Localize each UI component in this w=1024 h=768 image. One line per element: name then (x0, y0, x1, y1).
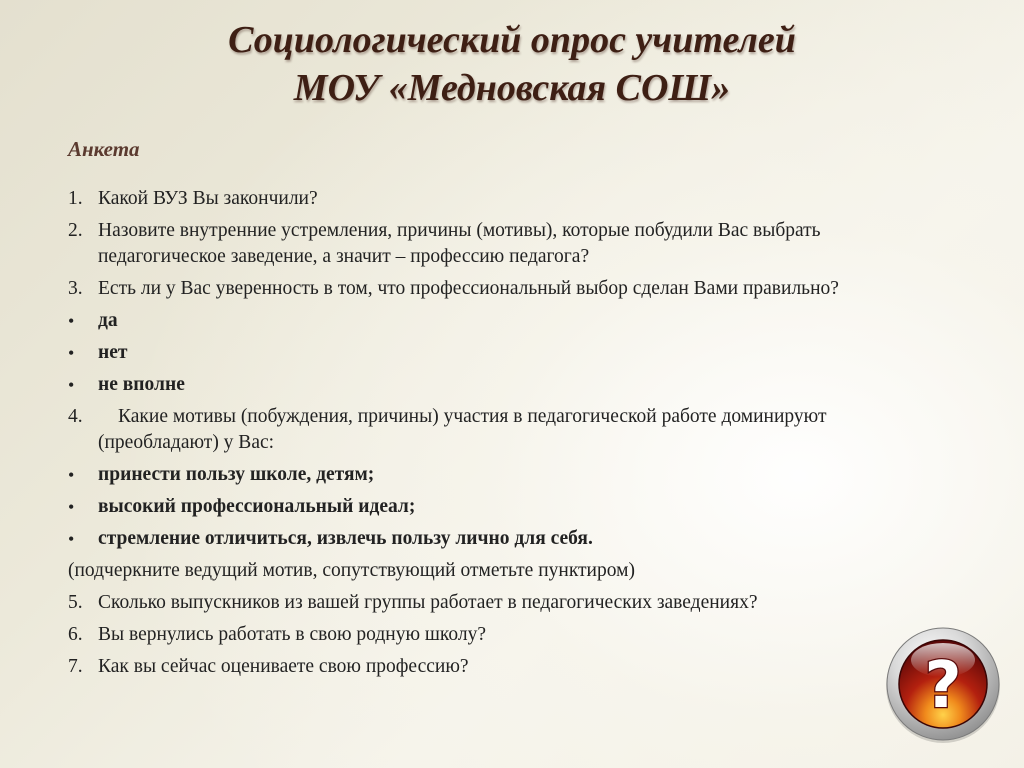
question-text: Какие мотивы (побуждения, причины) участия в педагогической работе доминируют (преобладают) у Вас: (98, 406, 827, 453)
item-number: 5. (68, 592, 83, 613)
bullet-marker: • (68, 529, 75, 549)
bullet-marker: • (68, 311, 75, 331)
question-item (68, 276, 948, 302)
item-number: 6. (68, 624, 83, 645)
question-text: Есть ли у Вас уверенность в том, что профессиональный выбор сделан Вами правильно? (98, 278, 839, 299)
bullet-marker: • (68, 497, 75, 517)
slide-title (0, 16, 1024, 112)
answer-text: не вполне (98, 374, 185, 395)
answer-option (68, 462, 948, 488)
question-item (68, 218, 948, 270)
question-item (68, 590, 948, 616)
answer-text: стремление отличиться, извлечь пользу лично для себя. (98, 528, 593, 549)
answer-text: высокий профессиональный идеал; (98, 496, 416, 517)
answer-option (68, 372, 948, 398)
question-text: Как вы сейчас оцениваете свою профессию? (98, 656, 469, 677)
bullet-marker: • (68, 343, 75, 363)
answer-text: нет (98, 342, 128, 363)
question-mark-symbol: ? (924, 649, 962, 723)
questionnaire-list (68, 186, 948, 686)
question-item (68, 186, 948, 212)
answer-text: да (98, 310, 118, 331)
questionnaire-heading: Анкета (68, 137, 140, 161)
bullet-marker: • (68, 375, 75, 395)
title-line-2: МОУ «Медновская СОШ» (293, 67, 731, 109)
bullet-marker: • (68, 465, 75, 485)
instruction-text: (подчеркните ведущий мотив, сопутствующий отметьте пунктиром) (68, 560, 635, 581)
item-number: 4. (68, 406, 83, 427)
question-item (68, 622, 948, 648)
question-mark-icon[interactable] (883, 624, 1003, 744)
title-line-1: Социологический опрос учителей (228, 19, 796, 61)
question-text: Вы вернулись работать в свою родную школу? (98, 624, 487, 645)
item-number: 7. (68, 656, 83, 677)
item-number: 2. (68, 220, 83, 241)
answer-option (68, 340, 948, 366)
answer-option (68, 494, 948, 520)
answer-option (68, 526, 948, 552)
answer-option (68, 308, 948, 334)
question-text: Какой ВУЗ Вы закончили? (98, 188, 318, 209)
question-item (68, 654, 948, 680)
question-item (68, 404, 948, 456)
answer-text: принести пользу школе, детям; (98, 464, 375, 485)
item-number: 3. (68, 278, 83, 299)
question-text: Назовите внутренние устремления, причины (мотивы), которые побудили Вас выбрать педагогическое заведение, а значит – профессию педагога? (98, 220, 821, 267)
instruction-note (68, 558, 948, 584)
question-text: Сколько выпускников из вашей группы работает в педагогических заведениях? (98, 592, 758, 613)
item-number: 1. (68, 188, 83, 209)
